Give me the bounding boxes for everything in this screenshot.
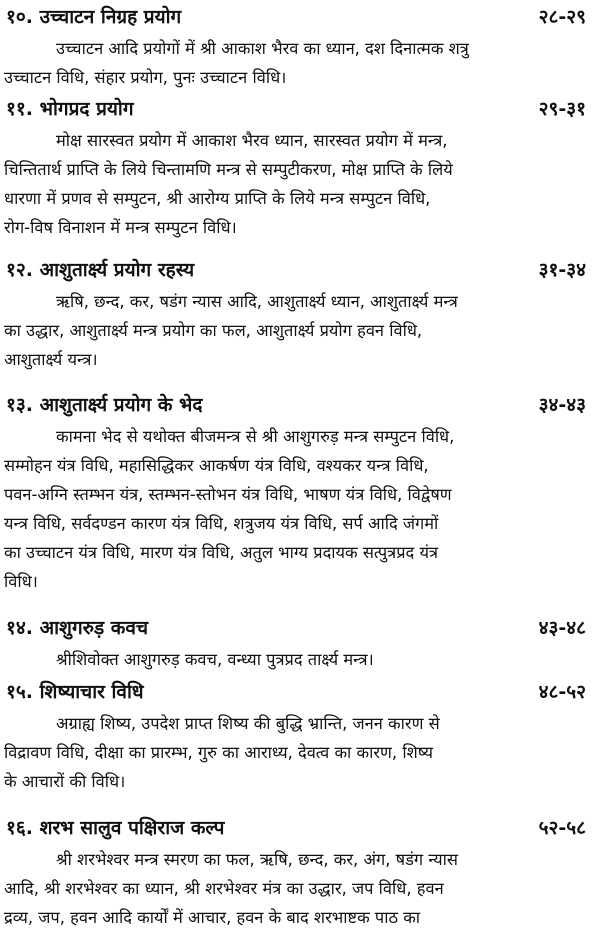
- entry-description: [0, 34, 600, 92]
- description-line: श्री शरभेश्वर मन्त्र स्मरण का फल, ऋषि, छन्द, कर, अंग, षडंग न्यास: [56, 850, 458, 869]
- description-line: विद्रावण विधि, दीक्षा का प्रारम्भ, गुरु का आराध्य, देवत्व का कारण, शिष्य: [4, 743, 434, 762]
- entry-heading: [0, 253, 600, 287]
- description-line: धारणा में प्रणव से सम्पुटन, श्री आरोग्य प्राप्ति के लिये मन्त्र सम्पुटन विधि,: [4, 189, 431, 208]
- description-line: के आचारों की विधि।: [4, 772, 126, 791]
- entry-description: [0, 845, 600, 932]
- toc-entry: [0, 388, 600, 596]
- description-line: सम्मोहन यंत्र विधि, महासिद्धिकर आकर्षण यंत्र विधि, वश्यकर यन्त्र विधि,: [4, 456, 429, 475]
- entry-title-text: आशुगरुड़ कवच: [39, 617, 149, 639]
- toc-entry: [0, 611, 600, 674]
- entry-title-text: भोगप्रद प्रयोग: [39, 98, 134, 120]
- entry-title-text: आशुतार्क्ष्य प्रयोग के भेद: [39, 394, 203, 416]
- entry-title: [6, 256, 194, 282]
- entry-title: [6, 614, 148, 640]
- entry-number: १६.: [6, 817, 33, 839]
- entry-title: [6, 3, 181, 29]
- entry-page-range: २८-२९: [538, 6, 586, 28]
- description-line: विधि।: [4, 572, 38, 591]
- toc-entry: [0, 253, 600, 374]
- entry-page-range: ३१-३४: [538, 259, 586, 281]
- description-line: अग्राह्य शिष्य, उपदेश प्राप्त शिष्य की बुद्धि भ्रान्ति, जनन कारण से: [56, 714, 440, 733]
- entry-title: [6, 391, 203, 417]
- entry-number: १३.: [6, 394, 33, 416]
- description-line: श्रीशिवोक्त आशुगरुड़ कवच, वन्ध्या पुत्रप्रद तार्क्ष्य मन्त्र।: [56, 650, 374, 669]
- entry-description: [0, 422, 600, 596]
- entry-page-range: ४३-४८: [538, 617, 586, 639]
- entry-page-range: ४८-५२: [538, 681, 586, 703]
- entry-title: [6, 95, 134, 121]
- description-line: रोग-विष विनाशन में मन्त्र सम्पुटन विधि।: [4, 218, 237, 237]
- entry-page-range: ३४-४३: [538, 394, 586, 416]
- entry-number: १२.: [6, 259, 33, 281]
- entry-description: [0, 126, 600, 242]
- entry-title-text: शिष्याचार विधि: [39, 681, 144, 703]
- description-line: उच्चाटन विधि, संहार प्रयोग, पुनः उच्चाटन विधि।: [4, 68, 287, 87]
- description-line: यन्त्र विधि, सर्वदण्डन कारण यंत्र विधि, शत्रुजय यंत्र विधि, सर्प आदि जंगमों: [4, 514, 439, 533]
- description-line: का उद्धार, आशुतार्क्ष्य मन्त्र प्रयोग का फल, आशुतार्क्ष्य प्रयोग हवन विधि,: [4, 321, 423, 340]
- entry-description: [0, 287, 600, 374]
- entry-number: ११.: [6, 98, 33, 120]
- entry-heading: [0, 92, 600, 126]
- description-line: मोक्ष सारस्वत प्रयोग में आकाश भैरव ध्यान, सारस्वत प्रयोग में मन्त्र,: [56, 131, 448, 150]
- entry-title: [6, 814, 224, 840]
- description-line: पवन-अग्नि स्तम्भन यंत्र, स्तम्भन-स्तोभन यंत्र विधि, भाषण यंत्र विधि, विद्वेषण: [4, 485, 452, 504]
- description-line: का उच्चाटन यंत्र विधि, मारण यंत्र विधि, अतुल भाग्य प्रदायक सत्पुत्रप्रद यंत्र: [4, 543, 438, 562]
- entry-title-text: शरभ सालुव पक्षिराज कल्प: [39, 817, 225, 839]
- entry-number: १४.: [6, 617, 33, 639]
- entry-heading: [0, 611, 600, 645]
- entry-heading: [0, 0, 600, 34]
- toc-entry: [0, 0, 600, 92]
- entry-number: १५.: [6, 681, 33, 703]
- description-line: ऋषि, छन्द, कर, षडंग न्यास आदि, आशुतार्क्ष्य ध्यान, आशुतार्क्ष्य मन्त्र: [56, 292, 458, 311]
- entry-heading: [0, 388, 600, 422]
- description-line: आशुतार्क्ष्य यन्त्र।: [4, 350, 98, 369]
- toc-entry: [0, 92, 600, 242]
- entry-heading: [0, 675, 600, 709]
- description-line: कामना भेद से यथोक्त बीजमन्त्र से श्री आशुगरुड़ मन्त्र सम्पुटन विधि,: [56, 427, 455, 446]
- entry-description: [0, 709, 600, 796]
- entry-title: [6, 678, 144, 704]
- entry-page-range: ५२-५८: [538, 817, 586, 839]
- description-line: द्रव्य, जप, हवन आदि कार्यों में आचार, हवन के बाद शरभाष्टक पाठ का: [4, 908, 421, 927]
- toc-entry: [0, 811, 600, 932]
- entry-page-range: २९-३१: [538, 98, 586, 120]
- entry-title-text: उच्चाटन निग्रह प्रयोग: [39, 6, 182, 28]
- entry-title-text: आशुतार्क्ष्य प्रयोग रहस्य: [39, 259, 195, 281]
- toc-entry: [0, 675, 600, 796]
- entry-description: [0, 645, 600, 674]
- description-line: उच्चाटन आदि प्रयोगों में श्री आकाश भैरव का ध्यान, दश दिनात्मक शत्रु: [56, 39, 469, 58]
- description-line: आदि, श्री शरभेश्वर का ध्यान, श्री शरभेश्वर मंत्र का उद्धार, जप विधि, हवन: [4, 879, 444, 898]
- entry-number: १०.: [6, 6, 33, 28]
- entry-heading: [0, 811, 600, 845]
- description-line: चिन्तितार्थ प्राप्ति के लिये चिन्तामणि मन्त्र से सम्पुटीकरण, मोक्ष प्राप्ति के लिये: [4, 160, 453, 179]
